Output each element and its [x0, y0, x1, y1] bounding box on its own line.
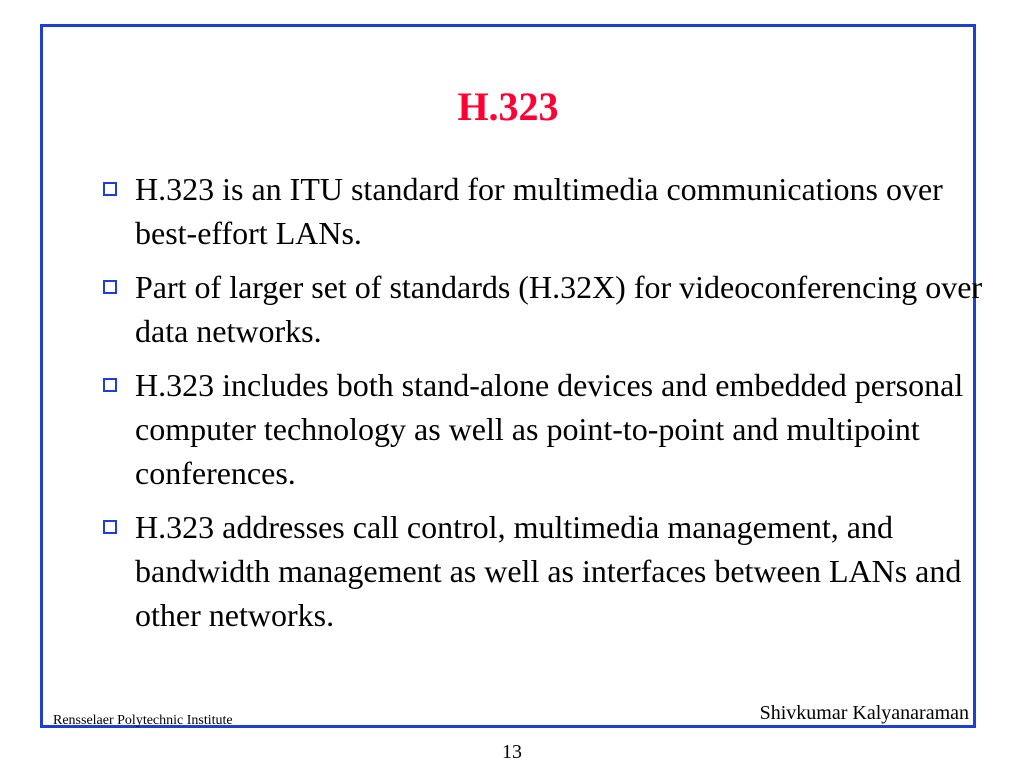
footer-institution: Rensselaer Polytechnic Institute [53, 713, 233, 728]
hollow-square-bullet-icon [103, 378, 117, 392]
bullet-item-4 [103, 505, 983, 637]
bullet-text: H.323 addresses call control, multimedia management, and bandwidth management as well as interfaces between LANs and other networks. [135, 509, 962, 633]
bullet-text: H.323 includes both stand-alone devices and embedded personal computer technology as well as point-to-point and multipoint conferences. [135, 367, 964, 491]
bullet-item-3 [103, 363, 983, 495]
hollow-square-bullet-icon [103, 182, 117, 196]
bullet-item-1 [103, 167, 983, 255]
page-number: 13 [502, 741, 522, 763]
bullet-item-2 [103, 265, 983, 353]
slide-frame [40, 24, 983, 728]
bullet-text: Part of larger set of standards (H.32X) for videoconferencing over data networks. [135, 269, 983, 349]
bullet-list [103, 167, 983, 647]
slide-title: H.323 [457, 84, 559, 129]
footer-author: Shivkumar Kalyanaraman [759, 702, 969, 724]
hollow-square-bullet-icon [103, 280, 117, 294]
hollow-square-bullet-icon [103, 520, 117, 534]
bullet-text: H.323 is an ITU standard for multimedia communications over best-effort LANs. [135, 171, 943, 251]
